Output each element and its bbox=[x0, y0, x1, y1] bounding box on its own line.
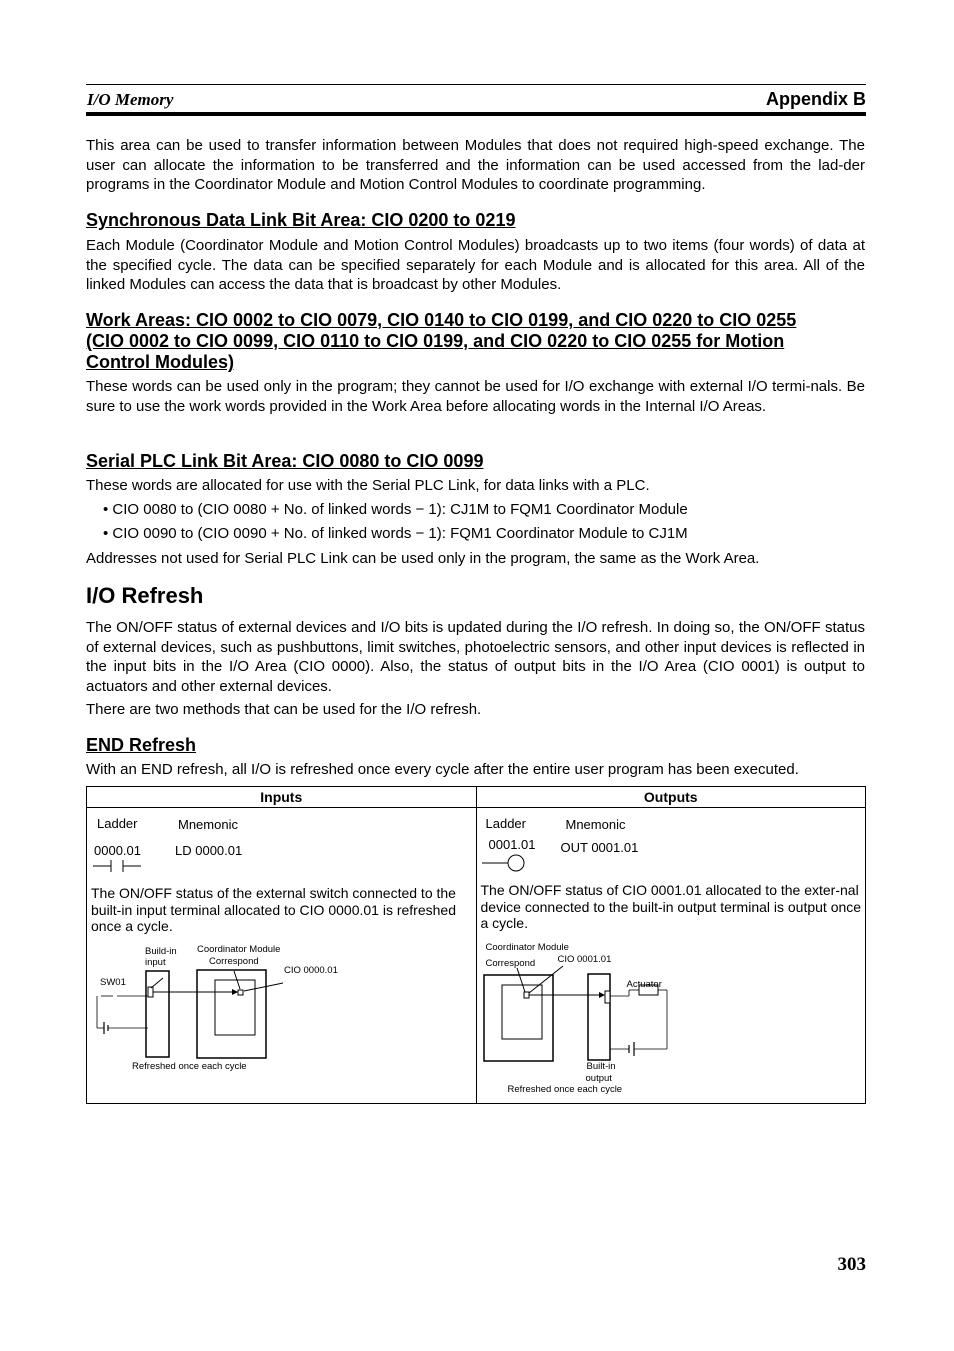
input-sw-label: SW01 bbox=[100, 977, 126, 988]
refresh-title: I/O Refresh bbox=[86, 583, 204, 608]
input-cio-label: CIO 0000.01 bbox=[284, 965, 338, 976]
inputs-ladder-label: Ladder bbox=[97, 816, 138, 831]
outputs-cell bbox=[476, 808, 866, 1104]
intro-paragraph: This area can be used to transfer information between Modules that does not required high-speed exchange. The user can allocate the information to be transferred and the information can be used accessed from the lad-der programs in the Coordinator Module and Motion Control Modules to coordinate programming. bbox=[86, 137, 865, 193]
output-actuator-label: Actuator bbox=[626, 979, 662, 990]
work-heading-line-3: Control Modules) bbox=[86, 352, 234, 372]
serial-heading: Serial PLC Link Bit Area: CIO 0080 to CIO 0099 bbox=[86, 451, 484, 471]
page-number: 303 bbox=[837, 1254, 866, 1275]
sync-heading: Synchronous Data Link Bit Area: CIO 0200 to 0219 bbox=[86, 210, 516, 230]
serial-bullet-1: • CIO 0080 to (CIO 0080 + No. of linked words − 1): CJ1M to FQM1 Coordinator Module bbox=[103, 501, 688, 518]
refresh-paragraph-1: The ON/OFF status of external devices and I/O bits is updated during the I/O refresh. In doing so, the ON/OFF status of external devices, such as pushbuttons, limit switches, photoelectric sensors, and other input devices is reflected in the input bits in the I/O Area (CIO 0000). Also, the status of output bits in the I/O Area (CIO 0001) is output to actuators and other external devices. bbox=[86, 619, 865, 695]
sync-paragraph: Each Module (Coordinator Module and Motion Control Modules) broadcasts up to two items (four words) of data at the specified cycle. The data can be specified separately for each Module and is allocated for this area. All of the linked Modules can access the data that is broadcast by other Modules. bbox=[86, 237, 865, 293]
inputs-description: The ON/OFF status of the external switch connected to the built-in input terminal allocated to CIO 0000.01 is refreshed once a cycle. bbox=[91, 885, 456, 934]
output-cio-label: CIO 0001.01 bbox=[557, 954, 612, 965]
header-section: I/O Memory bbox=[87, 90, 174, 109]
end-heading: END Refresh bbox=[86, 735, 197, 755]
input-buildin-label: Build-in bbox=[145, 946, 177, 957]
work-heading-line-2: (CIO 0002 to CIO 0099, CIO 0110 to CIO 0199, and CIO 0220 to CIO 0255 for Motion bbox=[86, 331, 785, 351]
output-correspond-label: Correspond bbox=[485, 958, 536, 969]
outputs-description: The ON/OFF status of CIO 0001.01 allocated to the exter-nal device connected to the built-in output terminal is output once a cycle. bbox=[480, 882, 862, 931]
output-refreshed-label: Refreshed once each cycle bbox=[507, 1084, 623, 1095]
header-bottom-rule bbox=[86, 112, 866, 116]
output-output-label: output bbox=[585, 1073, 612, 1084]
refresh-paragraph-2: There are two methods that can be used for the I/O refresh. bbox=[86, 701, 482, 718]
inputs-instruction: LD 0000.01 bbox=[175, 843, 243, 858]
inputs-header: Inputs bbox=[87, 787, 477, 808]
input-correspond-label: Correspond bbox=[209, 956, 259, 967]
output-coil-icon bbox=[482, 852, 527, 874]
output-builtin-label: Built-in bbox=[586, 1061, 616, 1072]
serial-bullet-1-text: CIO 0080 to (CIO 0080 + No. of linked words − 1): CJ1M to FQM1 Coordinator Module bbox=[112, 501, 688, 518]
input-coord-label: Coordinator Module bbox=[197, 944, 281, 955]
output-coord-label: Coordinator Module bbox=[485, 942, 569, 953]
inputs-mnemonic-label: Mnemonic bbox=[178, 817, 238, 832]
serial-paragraph: These words are allocated for use with the Serial PLC Link, for data links with a PLC. bbox=[86, 477, 650, 494]
outputs-ladder-label: Ladder bbox=[485, 816, 526, 831]
end-refresh-table bbox=[86, 786, 866, 1104]
input-input-label: input bbox=[145, 957, 166, 968]
header-top-rule bbox=[86, 84, 866, 85]
work-heading-line-1: Work Areas: CIO 0002 to CIO 0079, CIO 0140 to CIO 0199, and CIO 0220 to CIO 0255 bbox=[86, 310, 797, 330]
inputs-address: 0000.01 bbox=[94, 843, 141, 858]
serial-bullet-2-text: CIO 0090 to (CIO 0090 + No. of linked words − 1): FQM1 Coordinator Module to CJ1M bbox=[112, 525, 688, 542]
outputs-address: 0001.01 bbox=[488, 837, 536, 852]
outputs-header: Outputs bbox=[476, 787, 866, 808]
serial-bullet-2: • CIO 0090 to (CIO 0090 + No. of linked words − 1): FQM1 Coordinator Module to CJ1M bbox=[103, 525, 688, 542]
outputs-mnemonic-label: Mnemonic bbox=[565, 817, 626, 832]
serial-footer: Addresses not used for Serial PLC Link can be used only in the program, the same as the Work Area. bbox=[86, 550, 760, 567]
inputs-cell bbox=[87, 808, 477, 1104]
no-contact-icon bbox=[93, 859, 143, 873]
end-paragraph: With an END refresh, all I/O is refreshed once every cycle after the entire user program has been executed. bbox=[86, 761, 799, 778]
header-appendix: Appendix B bbox=[765, 89, 866, 109]
work-paragraph: These words can be used only in the program; they cannot be used for I/O exchange with external I/O termi-nals. Be sure to use the work words provided in the Work Area before allocating words in the Internal I/O Areas. bbox=[86, 378, 865, 415]
input-refreshed-label: Refreshed once each cycle bbox=[132, 1061, 247, 1072]
outputs-instruction: OUT 0001.01 bbox=[560, 840, 639, 855]
